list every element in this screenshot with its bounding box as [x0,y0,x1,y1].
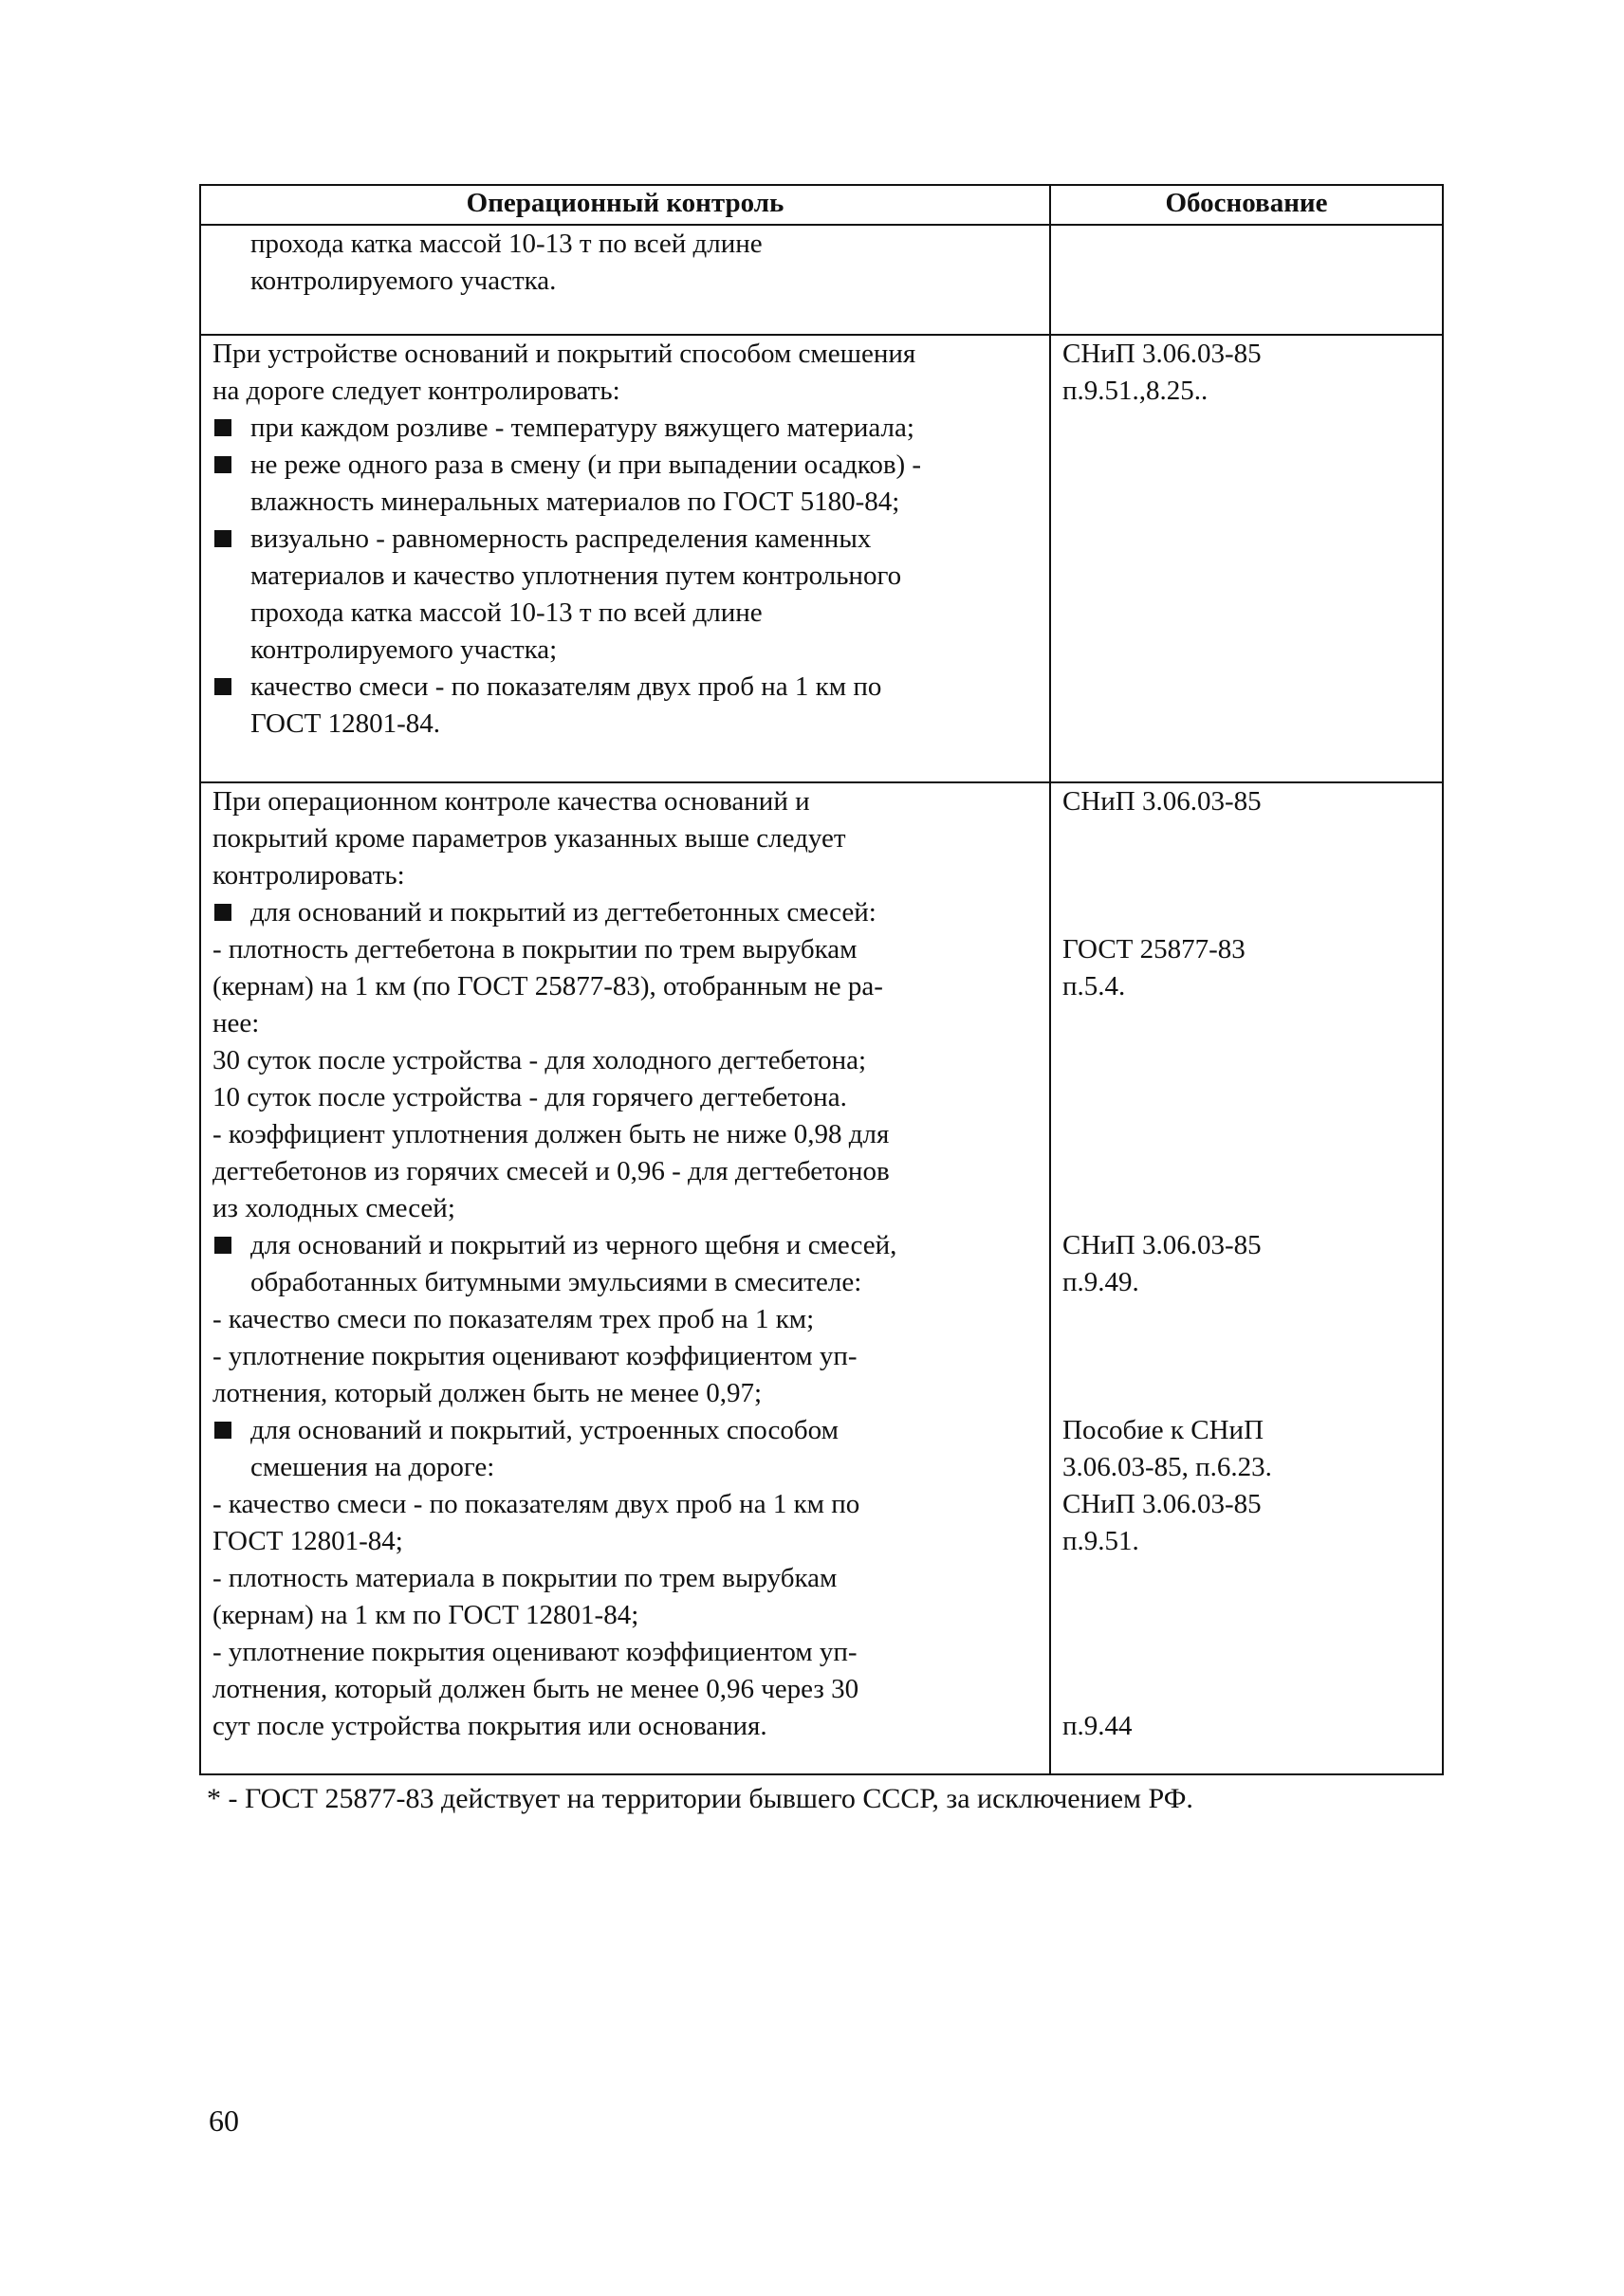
bullet-list-item: не реже одного раза в смену (и при выпадении осадков) - [212,447,1038,484]
row1-control-cell [200,225,1050,335]
table-row [200,335,1443,782]
blank-line [1062,1005,1430,1042]
text-line: лотнения, который должен быть не менее 0,97; [212,1378,763,1408]
text-line: ГОСТ 12801-84; [212,1526,403,1556]
blank-line [1062,1671,1430,1708]
text-line: влажность минеральных материалов по ГОСТ 5180-84; [250,487,900,517]
row1-justification-cell [1050,225,1443,335]
text-line: 3.06.03-85, п.6.23. [1062,1452,1272,1482]
text-line: сут после устройства покрытия или основания. [212,1711,767,1741]
text-line: обработанных битумными эмульсиями в смесителе: [250,1267,862,1297]
text-line: - плотность дегтебетона в покрытии по трем вырубкам [212,934,858,964]
table-header-row [200,185,1443,225]
text-line: - уплотнение покрытия оценивают коэффициентом уп- [212,1637,858,1667]
table-row [200,225,1443,335]
row3-justification-cell [1050,782,1443,1774]
row2-control-cell [200,335,1050,782]
bullet-list-item: для оснований и покрытий из черного щебня и смесей, [212,1227,1038,1264]
blank-line [1062,894,1430,931]
text-line: СНиП 3.06.03-85 [1062,786,1262,817]
text-line: ГОСТ 12801-84. [250,708,441,739]
blank-line [1062,1634,1430,1671]
text-line: контролировать: [212,860,405,891]
text-line: на дороге следует контролировать: [212,376,620,406]
text-line: СНиП 3.06.03-85 [1062,1489,1262,1519]
blank-line [1062,1116,1430,1153]
text-line: п.5.4. [1062,971,1126,1001]
blank-line [1062,1301,1430,1338]
text-line: прохода катка массой 10-13 т по всей длине [250,229,763,259]
footnote: * - ГОСТ 25877-83 действует на территории бывшего СССР, за исключением РФ. [207,1783,1193,1814]
blank-line [1062,1375,1430,1412]
text-line: (кернам) на 1 км по ГОСТ 12801-84; [212,1600,639,1630]
text-line: При операционном контроле качества оснований и [212,786,810,817]
text-line: - качество смеси - по показателям двух проб на 1 км по [212,1489,860,1519]
text-line: - уплотнение покрытия оценивают коэффициентом уп- [212,1341,858,1371]
blank-line [1062,857,1430,894]
text-line: п.9.44 [1062,1711,1133,1741]
text-line: - качество смеси по показателям трех проб на 1 км; [212,1304,815,1334]
page-number: 60 [209,2103,239,2138]
row2-justification-cell [1050,335,1443,782]
text-line: - коэффициент уплотнения должен быть не ниже 0,98 для [212,1119,890,1149]
bullet-list-item: для оснований и покрытий, устроенных способом [212,1412,1038,1449]
text-line: п.9.49. [1062,1267,1139,1297]
blank-line [1062,1042,1430,1079]
text-line: материалов и качество уплотнения путем контрольного [250,560,902,591]
blank-line [1062,1153,1430,1190]
text-line: п.9.51. [1062,1526,1139,1556]
text-line: покрытий кроме параметров указанных выше следует [212,823,846,854]
text-line: лотнения, который должен быть не менее 0,96 через 30 [212,1674,859,1704]
text-line: контролируемого участка; [250,634,558,665]
control-table [199,184,1444,1775]
text-line: (кернам) на 1 км (по ГОСТ 25877-83), отобранным не ра- [212,971,883,1001]
blank-line [1062,1560,1430,1597]
blank-line [1062,1190,1430,1227]
text-line: ГОСТ 25877-83 [1062,934,1246,964]
text-line: 10 суток после устройства - для горячего дегтебетона. [212,1082,847,1112]
bullet-list-item: для оснований и покрытий из дегтебетонных смесей: [212,894,1038,931]
text-line: смешения на дороге: [250,1452,495,1482]
text-line: - плотность материала в покрытии по трем вырубкам [212,1563,838,1593]
row3-control-cell [200,782,1050,1774]
blank-line [1062,1338,1430,1375]
text-line: прохода катка массой 10-13 т по всей длине [250,597,763,628]
text-line: Пособие к СНиП [1062,1415,1264,1445]
bullet-list-item: при каждом розливе - температуру вяжущего материала; [212,410,1038,447]
bullet-list-item: визуально - равномерность распределения каменных [212,521,1038,558]
text-line: дегтебетонов из горячих смесей и 0,96 - для дегтебетонов [212,1156,890,1186]
text-line: из холодных смесей; [212,1193,455,1223]
text-line: контролируемого участка. [250,266,557,296]
header-operational-control: Операционный контроль [200,185,1050,225]
header-justification: Обоснование [1050,185,1443,225]
text-line: нее: [212,1008,260,1038]
text-line: СНиП 3.06.03-85 [1062,1230,1262,1260]
table-row [200,782,1443,1774]
blank-line [1062,1079,1430,1116]
text-line: СНиП 3.06.03-85 [1062,339,1262,369]
blank-line [1062,1597,1430,1634]
text-line: При устройстве оснований и покрытий способом смешения [212,339,916,369]
text-line: 30 суток после устройства - для холодного дегтебетона; [212,1045,867,1075]
bullet-list-item: качество смеси - по показателям двух проб на 1 км по [212,669,1038,706]
blank-line [1062,820,1430,857]
text-line: п.9.51.,8.25.. [1062,376,1209,406]
